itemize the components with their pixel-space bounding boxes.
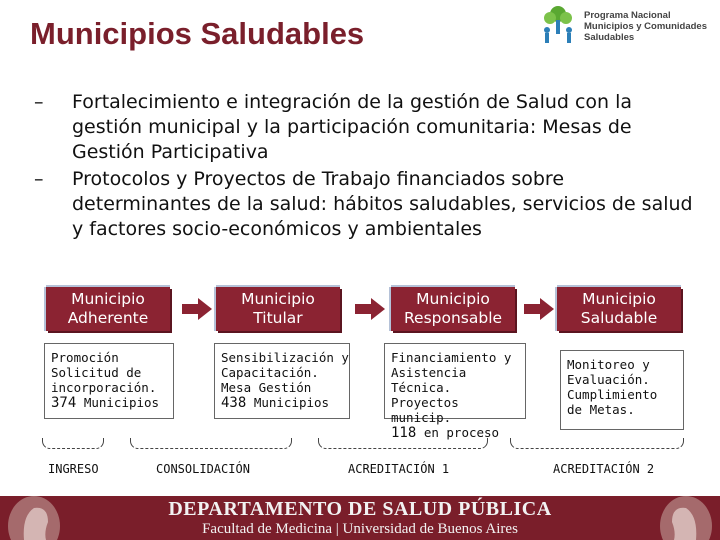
bullet-list [34,90,694,244]
stage-bracket [42,438,104,449]
bullet-text: Fortalecimiento e integración de la gestión de Salud con la gestión municipal y la participación comunitaria: Mesas de Gestión Participativa [72,91,633,163]
municipality-count: 118 [391,425,417,441]
stage-description-titular: Sensibilización y Capacitación. Mesa Gestión 438 Municipios [214,343,350,419]
arrow-right-icon [524,298,554,320]
stage-description-adherente: Promoción Solicitud de incorporación. 374 Municipios [44,343,174,419]
page-title: Municipios Saludables [30,16,365,51]
profile-seal-icon [656,496,716,540]
department-name: DEPARTAMENTO DE SALUD PÚBLICA [168,498,552,520]
tree-people-icon [538,4,578,48]
bullet-item [34,167,694,242]
bullet-dash: – [34,91,44,113]
municipality-count: 438 [221,395,247,411]
stage-box-adherente: Municipio Adherente [46,287,170,331]
stage-bracket [510,438,684,449]
profile-seal-icon [4,496,64,540]
municipality-count: 374 [51,395,77,411]
arrow-right-icon [355,298,385,320]
stage-bracket [130,438,292,449]
stage-box-titular: Municipio Titular [216,287,340,331]
bullet-text: Protocolos y Proyectos de Trabajo financiados sobre determinantes de la salud: hábitos saludables, servicios de salud y factores socio-económicos y ambientales [72,168,693,240]
faculty-name: Facultad de Medicina | Universidad de Buenos Aires [202,521,518,537]
bullet-item [34,90,694,165]
stage-label-ingreso: INGRESO [48,462,99,476]
arrow-right-icon [182,298,212,320]
stage-box-saludable: Municipio Saludable [557,287,681,331]
program-logo [538,4,718,50]
stage-label-acreditacion-2: ACREDITACIÓN 2 [553,462,655,476]
footer-banner [0,496,720,540]
stage-description-saludable: Monitoreo y Evaluación. Cumplimiento de Metas. [560,350,684,430]
stage-bracket [318,438,488,449]
logo-text: Programa Nacional Municipios y Comunidades Saludables [584,10,707,43]
stage-label-consolidacion: CONSOLIDACIÓN [156,462,250,476]
bullet-dash: – [34,168,44,190]
stage-box-responsable: Municipio Responsable [391,287,515,331]
stage-label-acreditacion-1: ACREDITACIÓN 1 [348,462,450,476]
stage-description-responsable: Financiamiento y Asistencia Técnica. Proyectos municip. 118 en proceso [384,343,526,419]
